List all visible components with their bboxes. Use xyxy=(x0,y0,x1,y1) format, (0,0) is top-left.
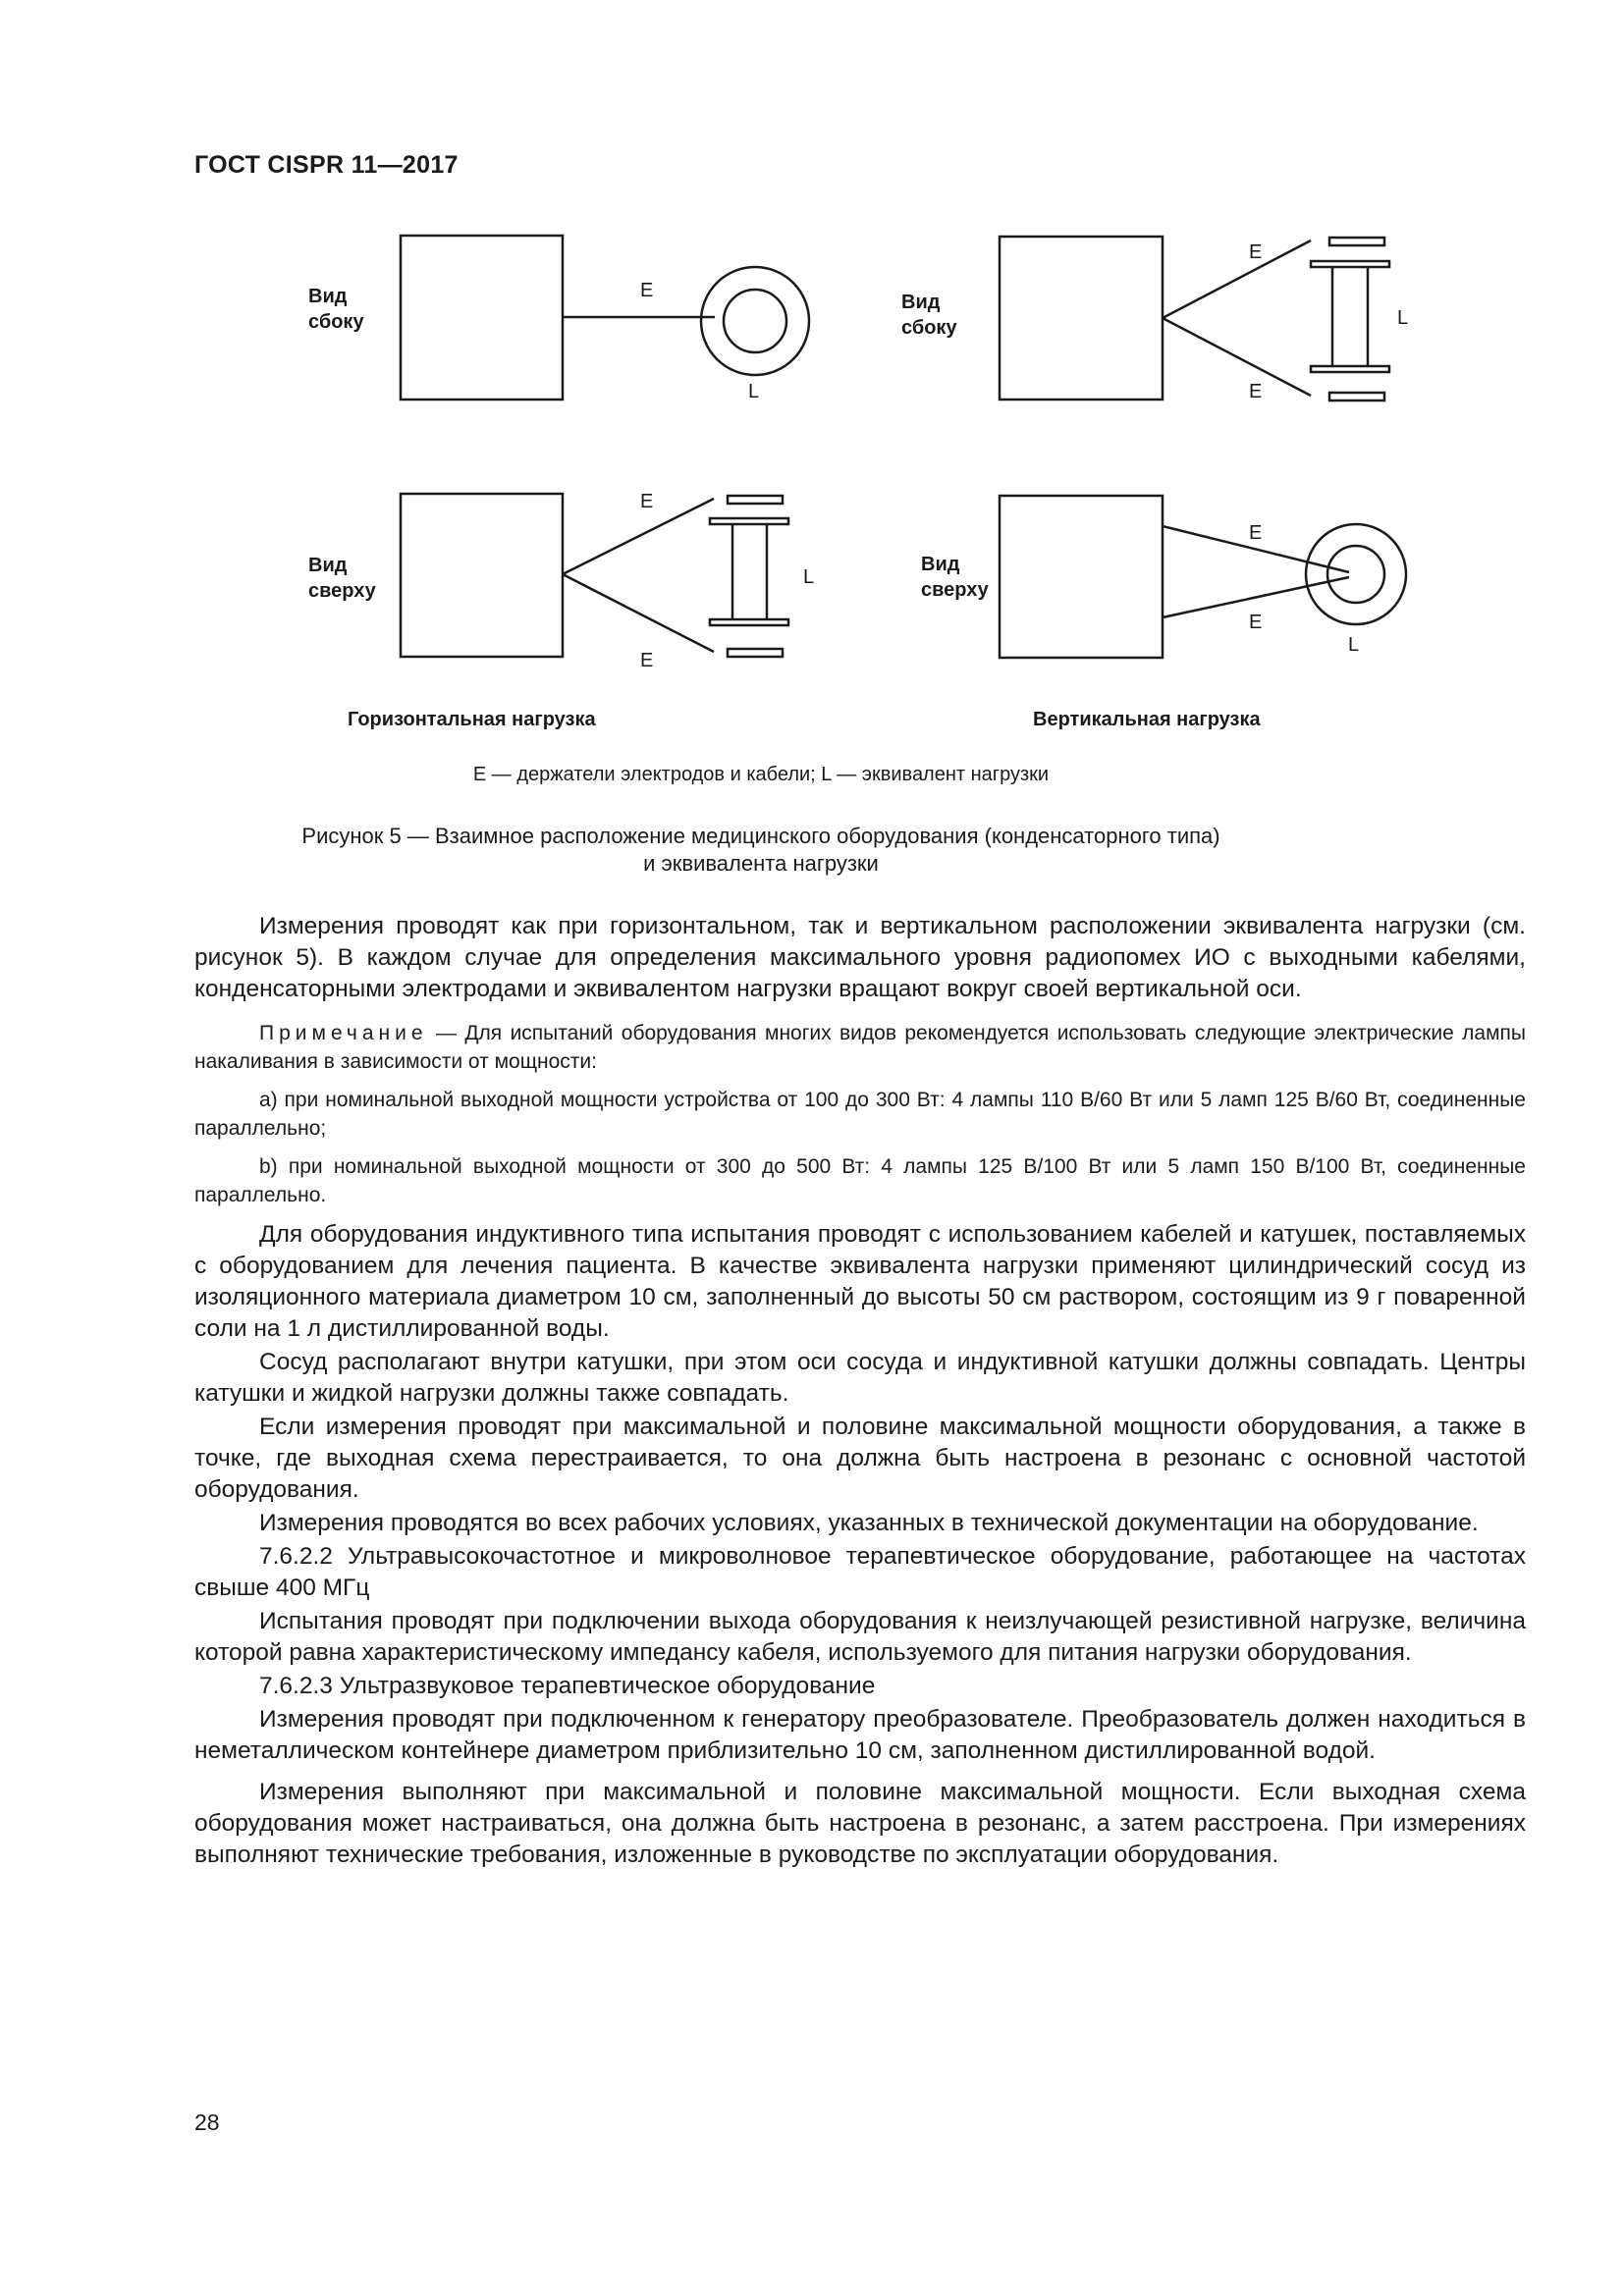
electrode-label: E xyxy=(1249,381,1263,402)
equipment-box-vertical-top xyxy=(1000,496,1163,658)
load-flange-top xyxy=(1311,261,1389,267)
figure-caption-line2: и эквивалента нагрузки xyxy=(643,851,879,876)
body-text xyxy=(194,911,1526,1873)
paragraph: Измерения выполняют при максимальной и половине максимальной мощности. Если выходная схема оборудования может настраиваться, она должна быть настроена в резонанс, а затем расстроена. При измерениях выполняют технические требования, изложенные в руководстве по эксплуатации оборудования. xyxy=(194,1779,1526,1868)
paragraph: Если измерения проводят при максимальной и половине максимальной мощности оборудования, а также в точке, где выходная схема перестраивается, то она должна быть настроена в резонанс с основной частотой оборудования. xyxy=(194,1414,1526,1503)
load-vessel-inner-circle xyxy=(1327,546,1384,603)
side-view-label-line2: сбоку xyxy=(308,311,364,333)
load-vessel-outer-circle xyxy=(1306,524,1406,624)
note-label: Примечание xyxy=(259,1022,428,1044)
electrode-plate-upper xyxy=(728,496,783,504)
paragraph: Для оборудования индуктивного типа испытания проводят с использованием кабелей и катушек, поставляемых с оборудованием для лечения пациента. В качестве эквивалента нагрузки применяют цилиндрический сосуд из изоляционного материала диаметром 10 см, заполненный до высоты 50 см раствором, состоящим из 9 г поваренной соли на 1 л дистиллированной воды. xyxy=(194,1221,1526,1342)
electrode-label: E xyxy=(640,280,654,301)
side-view-label-line1: Вид xyxy=(901,292,941,313)
paragraph: Измерения проводят как при горизонтальном, так и вертикальном расположении эквивалента нагрузки (см. рисунок 5). В каждом случае для определения максимального уровня радиопомех ИО с выходными кабелями, конденсаторными электродами и эквивалентом нагрузки вращают вокруг своей вертикальной оси. xyxy=(194,913,1526,1002)
section-heading: 7.6.2.3 Ультразвуковое терапевтическое оборудование xyxy=(259,1673,876,1699)
top-view-label-line2: сверху xyxy=(308,580,376,602)
top-view-label-line2: сверху xyxy=(921,579,989,601)
equipment-box-horizontal-side xyxy=(401,236,563,400)
note-item-b: b) при номинальной выходной мощности от 300 до 500 Вт: 4 лампы 125 В/100 Вт или 5 ламп 150 В/100 Вт, соединенные параллельно. xyxy=(194,1155,1526,1206)
page-number: 28 xyxy=(194,2109,220,2135)
document-header: ГОСТ CISPR 11—2017 xyxy=(194,151,459,179)
side-view-label-line2: сбоку xyxy=(901,317,957,339)
load-label: L xyxy=(748,381,760,402)
electrode-label: E xyxy=(1249,241,1263,263)
top-view-label-line1: Вид xyxy=(921,554,960,575)
load-label: L xyxy=(1348,634,1360,656)
paragraph: Испытания проводят при подключении выхода оборудования к неизлучающей резистивной нагрузке, величина которой равна характеристическому импедансу кабеля, используемого для питания нагрузки оборудования. xyxy=(194,1608,1526,1666)
load-label: L xyxy=(803,566,815,588)
figure-5-diagram xyxy=(0,0,1624,746)
load-flange-lower xyxy=(710,619,788,625)
subtitle-horizontal-load: Горизонтальная нагрузка xyxy=(348,709,596,730)
paragraph: Измерения проводятся во всех рабочих условиях, указанных в технической документации на оборудование. xyxy=(259,1510,1479,1536)
electrode-label: E xyxy=(1249,522,1263,544)
subtitle-vertical-load: Вертикальная нагрузка xyxy=(1033,709,1261,730)
paragraph: Измерения проводят при подключенном к генератору преобразователе. Преобразователь должен находиться в неметаллическом контейнере диаметром приблизительно 10 см, заполненном дистиллированной водой. xyxy=(194,1706,1526,1764)
section-heading: 7.6.2.2 Ультравысокочастотное и микроволновое терапевтическое оборудование, работающее на частотах свыше 400 МГц xyxy=(194,1543,1526,1601)
equipment-box-horizontal-top xyxy=(401,494,563,657)
load-coil-inner-circle xyxy=(724,290,786,352)
paragraph: Сосуд располагают внутри катушки, при этом оси сосуда и индуктивной катушки должны совпадать. Центры катушки и жидкой нагрузки должны также совпадать. xyxy=(194,1349,1526,1407)
figure-legend: E — держатели электродов и кабели; L — эквивалент нагрузки xyxy=(472,764,1050,785)
note-text: — Для испытаний оборудования многих видов рекомендуется использовать следующие электрические лампы накаливания в зависимости от мощности: xyxy=(194,1022,1526,1073)
load-label: L xyxy=(1397,307,1409,329)
top-view-label-line1: Вид xyxy=(308,555,348,576)
figure-caption xyxy=(196,823,1326,878)
figure-caption-line1: Рисунок 5 — Взаимное расположение медицинского оборудования (конденсаторного типа) xyxy=(301,824,1220,848)
side-view-label-line1: Вид xyxy=(308,286,348,307)
electrode-label: E xyxy=(1249,612,1263,633)
load-flange-upper xyxy=(710,518,788,524)
electrode-plate-bottom xyxy=(1329,393,1384,400)
electrode-plate-lower xyxy=(728,649,783,657)
electrode-plate-top xyxy=(1329,238,1384,245)
electrode-label: E xyxy=(640,650,654,671)
equipment-box-vertical-side xyxy=(1000,237,1163,400)
electrode-label: E xyxy=(640,491,654,512)
note-item-a: a) при номинальной выходной мощности устройства от 100 до 300 Вт: 4 лампы 110 В/60 Вт или 5 ламп 125 В/60 Вт, соединенные параллельно; xyxy=(194,1089,1526,1140)
note xyxy=(194,1019,1526,1076)
load-coil-outer-circle xyxy=(701,267,809,375)
load-flange-bottom xyxy=(1311,366,1389,372)
